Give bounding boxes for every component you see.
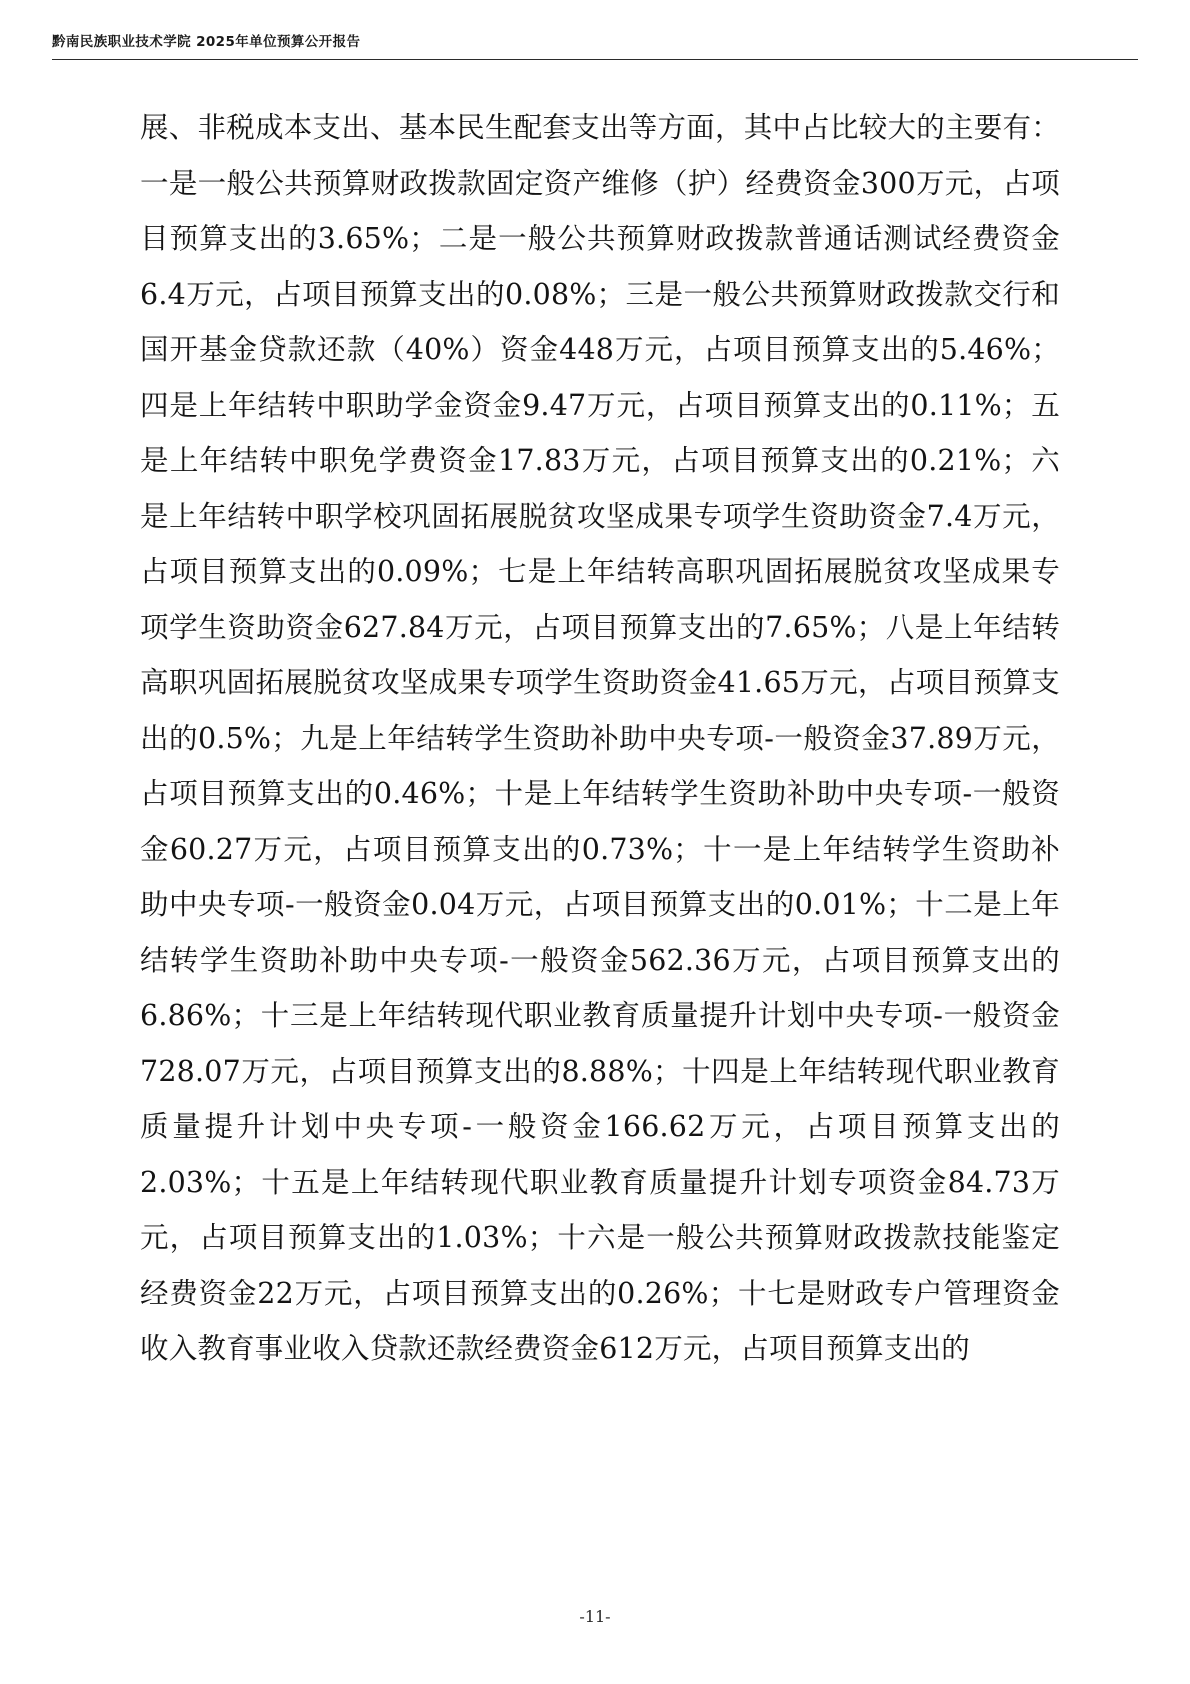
page-footer bbox=[0, 1607, 1190, 1626]
page-number: -11- bbox=[579, 1607, 611, 1626]
running-header bbox=[52, 30, 1138, 60]
header-title: 黔南民族职业技术学院 2025年单位预算公开报告 bbox=[52, 34, 361, 50]
header-divider bbox=[52, 59, 1138, 60]
body-paragraph: 展、非税成本支出、基本民生配套支出等方面，其中占比较大的主要有：一是一般公共预算财政拨款固定资产维修（护）经费资金300万元，占项目预算支出的3.65%；二是一般公共预算财政拨款普通话测试经费资金6.4万元，占项目预算支出的0.08%；三是一般公共预算财政拨款交行和国开基金贷款还款（40%）资金448万元，占项目预算支出的5.46%；四是上年结转中职助学金资金9.47万元，占项目预算支出的0.11%；五是上年结转中职免学费资金17.83万元，占项目预算支出的0.21%；六是上年结转中职学校巩固拓展脱贫攻坚成果专项学生资助资金7.4万元，占项目预算支出的0.09%；七是上年结转高职巩固拓展脱贫攻坚成果专项学生资助资金627.84万元，占项目预算支出的7.65%；八是上年结转高职巩固拓展脱贫攻坚成果专项学生资助资金41.65万元，占项目预算支出的0.5%；九是上年结转学生资助补助中央专项-一般资金37.89万元，占项目预算支出的0.46%；十是上年结转学生资助补助中央专项-一般资金60.27万元，占项目预算支出的0.73%；十一是上年结转学生资助补助中央专项-一般资金0.04万元，占项目预算支出的0.01%；十二是上年结转学生资助补助中央专项-一般资金562.36万元，占项目预算支出的6.86%；十三是上年结转现代职业教育质量提升计划中央专项-一般资金728.07万元，占项目预算支出的8.88%；十四是上年结转现代职业教育质量提升计划中央专项-一般资金166.62万元，占项目预算支出的2.03%；十五是上年结转现代职业教育质量提升计划专项资金84.73万元，占项目预算支出的1.03%；十六是一般公共预算财政拨款技能鉴定经费资金22万元，占项目预算支出的0.26%；十七是财政专户管理资金收入教育事业收入贷款还款经费资金612万元，占项目预算支出的 bbox=[140, 111, 1060, 1365]
document-body bbox=[140, 100, 1060, 1377]
